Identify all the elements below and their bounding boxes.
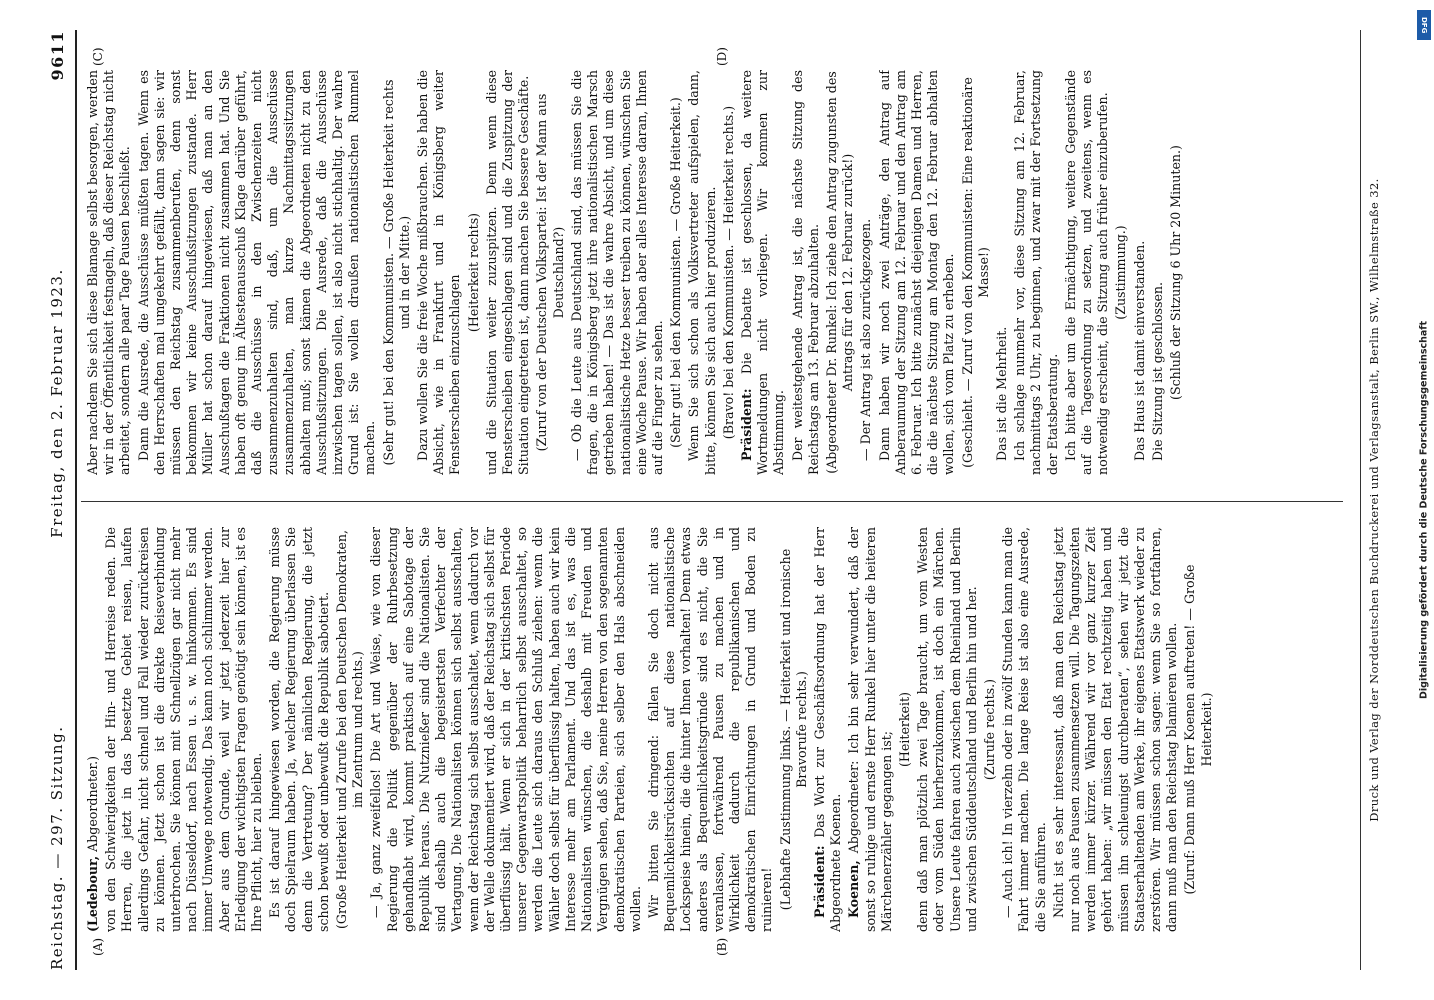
page-number: 9611 — [47, 30, 67, 81]
paragraph — [960, 70, 992, 475]
paragraph-text: denn daß man plötzlich zwei Tage braucht, um vom Westen oder vom Süden hierherzukommen, ist doch ein Märchen. Unsere Leute fahren auch zwischen dem Rheinland und Berlin und zwischen Süddeutschland und Berlin hin und her. — [915, 527, 979, 932]
header-rule — [75, 30, 77, 970]
margin-marker-d: (D) — [715, 47, 729, 66]
paragraph-text: Dann haben wir noch zwei Anträge, den Antrag auf Anberaumung der Sitzung am 12. Februar und den Antrag am 6. Februar. Ich bitte zunächst diejenigen Damen und Herren, die die nächste Sitzung am Montag den 12. Februar abhalten wollen, sich vom Platz zu erheben. — [876, 70, 957, 475]
paragraph-text: von den Schwierigkeiten der Hin- und Herreise reden. Die Herren, die jetzt in das besetzte Gebiet reisen, laufen allerdings Gefahr, nicht schnell und Fall wieder zurückreisen zu können. Jetzt schon ist die direkte Reiseverbindung unterbrochen. Sie können mit Schnellzügen gar nicht mehr nach Düsseldorf, nach Essen u. s. w. hinkommen. Es sind immer Umwege notwendig. Das kann noch schlimmer werden. Aber aus dem Grunde, weil wir jetzt jederzeit hier zur Erledigung der wichtigsten Fragen genötigt sein können, ist es Ihre Pflicht, hier zu bleiben. — [103, 527, 265, 932]
paragraph-text: Es ist darauf hingewiesen worden, die Regierung müsse doch Spielraum haben. Ja, welcher Regierung überlassen Sie denn die Vertretung? Der nämlichen Regierung, die jetzt schon bewußt oder unbewußt die Republik sabotiert. — [267, 527, 331, 932]
paragraph-text: (Schluß der Sitzung 6 Uhr 20 Minuten.) — [1168, 145, 1183, 400]
paragraph — [1113, 70, 1129, 475]
speaker-name: Präsident: — [811, 845, 827, 918]
paragraph — [877, 70, 958, 475]
paragraph-text: (Heiterkeit rechts) — [465, 212, 481, 333]
rotated-document-page — [15, 0, 1419, 1000]
paragraph — [534, 70, 566, 475]
paragraph-text: (Zuruf: Dann muß Herr Koenen auftreten! — Große Heiterkeit.) — [1182, 564, 1214, 895]
speaker-name: Präsident: — [738, 388, 754, 461]
paragraph — [846, 527, 895, 932]
paragraph — [368, 527, 643, 932]
paragraph-text: Wenn Sie sich schon als Volksvertreter aufspielen, dann, bitte, können Sie sich auch hier produzieren. — [686, 70, 718, 475]
paragraph-text: und die Situation weiter zuzuspitzen. Denn wenn diese Fensterscheiben eingeschlagen sind und die Zuspitzung der Situation eingetreten ist, dann machen Sie bessere Geschäfte. — [483, 70, 532, 475]
paragraph-text: Die Debatte ist geschlossen, da weitere Wortmeldungen nicht vorliegen. Wir kommen zur Abstimmung. — [738, 70, 787, 475]
paragraph — [994, 70, 1010, 475]
paragraph-text: Die Sitzung ist geschlossen. — [1149, 281, 1165, 461]
paragraph — [1051, 527, 1181, 932]
paragraph-text: (Abgeordneter Dr. Runkel: Ich ziehe den Antrag zugunsten des Antrags für den 12. Februar zurück!) — [823, 71, 856, 474]
paragraph — [381, 70, 413, 475]
paragraph — [466, 70, 482, 475]
paragraph — [790, 70, 822, 475]
paragraph-text: Dazu wollen Sie die freie Woche mißbrauchen. Sie haben die Absicht, wie in Frankfurt und in Königsberg weiter Fensterscheiben einzuschlagen — [415, 70, 463, 475]
header-session: Reichstag. — 297. Sitzung. — [48, 725, 66, 970]
paragraph-text: Wir bitten Sie dringend: fallen Sie doch nicht aus Bequemlichkeitsrücksichten auf diese nationalistische Lockspeise hinein, die die hinter Ihnen vorhalten! Denn etwas anderes als Bequemlichkeitsgründe sind es nicht, die Sie veranlassen, fortwährend Pausen zu machen und in Wirklichkeit dadurch die republikanischen und demokratischen Einrichtungen in Grund und Boden zu ruinieren! — [645, 527, 775, 932]
paragraph — [1000, 527, 1049, 932]
paragraph — [136, 70, 379, 475]
paragraph-text: Abgeordneter.) — [85, 755, 100, 856]
paragraph-text: — Auch ich! In vierzehn oder in zwölf Stunden kann man die Fahrt immer machen. Die lange Reise ist also eine Ausrede, die Sie anführen. — [1000, 527, 1048, 932]
paragraph — [915, 527, 980, 932]
paragraph-text: Abgeordneter: Ich bin sehr verwundert, daß der sonst so ruhige und ernste Herr Runkel hier unter die heiteren Märchenerzähler gegangen ist; — [846, 527, 894, 932]
paragraph-text: (Sehr gut! bei den Kommunisten. — Große Heiterkeit.) — [668, 97, 684, 448]
paragraph — [484, 70, 533, 475]
paragraph — [1132, 70, 1148, 475]
paragraph — [1012, 70, 1061, 475]
paragraph-text: Das ist die Mehrheit. — [993, 326, 1009, 461]
right-text-column — [85, 70, 1340, 475]
paragraph — [1168, 70, 1184, 475]
paragraph — [982, 527, 998, 932]
paragraph-text: (Zurufe rechts.) — [981, 678, 997, 781]
paragraph-text: — Der Antrag ist also zurückgezogen. — [858, 218, 874, 461]
paragraph-text: Nicht ist es sehr interessant, daß man den Reichstag jetzt nur noch aus Pausen zusammensetzen will. Die Tagungszeiten werden immer kürzer. Während wir vor ganz kurzer Zeit gehört haben: „wir müssen den Etat rechtzeitig haben und müssen ihn schleunigst durchberaten“, sehen wir jetzt die Staatserhaltenden am Werke, ihr eigenes Etatswerk wieder zu zerstören. Wir müssen schon sagen: wenn Sie so fortfahren, dann muß man den Reichstag blamieren wollen. — [1050, 527, 1180, 932]
paragraph-text: Das Haus ist damit einverstanden. — [1131, 240, 1147, 461]
printer-footer: Druck und Verlag der Norddeutschen Buchdruckerei und Verlagsanstalt, Berlin SW., Wilhelmstraße 32. — [1360, 30, 1381, 970]
paragraph — [267, 527, 332, 932]
paragraph-text: Ich schlage nunmehr vor, diese Sitzung am 12. Februar, nachmittags 2 Uhr, zu beginnen, und zwar mit der Fortsetzung der Etatsberatung. — [1012, 70, 1060, 475]
margin-marker-a: (A) — [91, 937, 105, 956]
paragraph-text: Ich bitte aber um die Ermächtigung, weitere Gegenstände auf die Tagesordnung zu setzen, und zweitens, wenn es notwendig erscheint, die Sitzung auch früher einzuberufen. — [1062, 70, 1111, 475]
paragraph-text: Dann die Ausrede, die Ausschüsse müßten tagen. Wenn es den Herrschaften mal umgekehrt gefällt, dann sagen sie: wir müssen den Reichstag zusammenberufen, denn sonst bekommen wir keine Ausschußsitzungen zustande. Herr Müller hat schon darauf hingewiesen, daß man an den Ausschußtagen die Fraktionen nicht zusammen hat. Und Sie haben oft genug im Ältestenausschuß Klage darüber geführt, daß die Ausschüsse in den Zwischenzeiten nicht zusammenzuhalten sind, daß, um die Ausschüsse zusammenzuhalten, man kurze Nachmittagssitzungen abhalten muß; sonst kämen die Abgeordneten nicht zu den Ausschußsitzungen. Die Ausrede, daß die Ausschüsse inzwischen tagen sollen, ist also nicht stichhaltig. Der wahre Grund ist: Sie wollen draußen nationalistischen Rummel machen. — [135, 70, 378, 475]
digitization-credit — [1416, 10, 1432, 990]
paragraph — [569, 70, 666, 475]
paragraph-text: Das Wort zur Geschäftsordnung hat der Herr Abgeordnete Koenen. — [811, 527, 844, 932]
paragraph-text: (Lebhafte Zustimmung links. — Heiterkeit und ironische Bravorufe rechts.) — [777, 548, 809, 911]
paragraph-text: — Ob die Leute aus Deutschland sind, das müssen Sie die fragen, die in Königsberg jetzt ihre nationalistischen Marsch getrieben haben! — Das ist die wahre Absicht, und um diese nationalistische Hetze besser treiben zu können, wünschen Sie eine Woche Pause. Wir haben aber alles Interesse daran, Ihnen auf die Finger zu sehen. — [568, 70, 665, 475]
paragraph — [686, 70, 718, 475]
paragraph — [668, 70, 684, 475]
paragraph-text: (Geschieht. — Zuruf von den Kommunisten: Eine reaktionäre Masse!) — [959, 77, 991, 468]
paragraph — [103, 527, 265, 932]
paragraph — [739, 70, 788, 475]
paragraph-text: (Große Heiterkeit und Zurufe bei den Deutschen Demokraten, im Zentrum und rechts.) — [334, 530, 366, 929]
dfg-logo: DFG — [1417, 10, 1431, 40]
paragraph-text: — Ja, ganz zweifellos! Die Art und Weise, wie von dieser Regierung die Politik gegenüber der Ruhrbesetzung gehandhabt wird, kommt praktisch auf eine Sabotage der Republik heraus. Die Nutznießer sind die Nationalisten. Sie sind deshalb auch die begeistertsten Verfechter der Vertagung. Die Nationalisten können sich selbst ausschalten, wenn der Reichstag sich selbst ausschaltet, wenn dadurch vor der Welle dokumentiert wird, daß der Reichstag sich selbst für überflüssig hält. Wenn er sich in der kritischsten Periode unserer Gegenwartspolitik beharrlich selbst ausschaltet, so werden die Leute sich daraus den Schluß ziehen: wenn die Wähler doch selbst für überflüssig halten, haben auch wir kein Interesse mehr am Parlament. Und das ist es, was die Nationalisten wünschen, die deshalb mit Freuden und Vergnügen sehen, daß Sie, meine Herren von den sogenannten demokratischen Parteien, sich selber den Hals abschneiden wollen. — [368, 527, 643, 932]
paragraph — [1150, 70, 1166, 475]
page-header — [43, 30, 71, 970]
paragraph — [85, 70, 134, 475]
paragraph — [334, 527, 366, 932]
paragraph — [858, 70, 874, 475]
paragraph — [897, 527, 913, 932]
paragraph — [415, 70, 464, 475]
speaker-name: (Ledebour, — [85, 855, 100, 932]
paragraph — [646, 527, 776, 932]
paragraph-text: (Sehr gut! bei den Kommunisten. — Große Heiterkeit rechts und in der Mitte.) — [380, 79, 412, 466]
paragraph-text: (Heiterkeit) — [896, 692, 912, 767]
margin-marker-b: (B) — [715, 937, 729, 956]
paragraph — [824, 70, 856, 475]
left-text-column — [85, 527, 1340, 932]
paragraph-text: (Zuruf von der Deutschen Volkspartei: Ist der Mann aus Deutschland?) — [534, 93, 566, 452]
speaker-name: Koenen, — [846, 860, 862, 918]
paragraph — [85, 527, 101, 932]
paragraph — [778, 527, 810, 932]
paragraph — [721, 70, 737, 475]
paragraph-text: Der weitestgehende Antrag ist, die nächste Sitzung des Reichstags am 13. Februar abzuhalten. — [789, 70, 821, 475]
header-date: Freitag, den 2. Februar 1923. — [48, 268, 66, 538]
paragraph-text: (Bravo! bei den Kommunisten. — Heiterkeit rechts.) — [720, 105, 736, 440]
paragraph-text: (Zustimmung.) — [1113, 225, 1129, 320]
paragraph — [1182, 527, 1214, 932]
credit-text: Digitalisierung gefördert durch die Deutsche Forschungsgemeinschaft — [1418, 321, 1430, 699]
paragraph-text: Aber nachdem Sie sich diese Blamage selbst besorgen, werden wir in der Öffentlichkeit festnageln, daß dieser Reichstag nicht arbeitet, sondern alle paar Tage Pausen beschließt. — [85, 70, 133, 475]
margin-marker-c: (C) — [91, 47, 105, 66]
paragraph — [812, 527, 844, 932]
column-divider — [81, 501, 1343, 502]
paragraph — [1063, 70, 1112, 475]
